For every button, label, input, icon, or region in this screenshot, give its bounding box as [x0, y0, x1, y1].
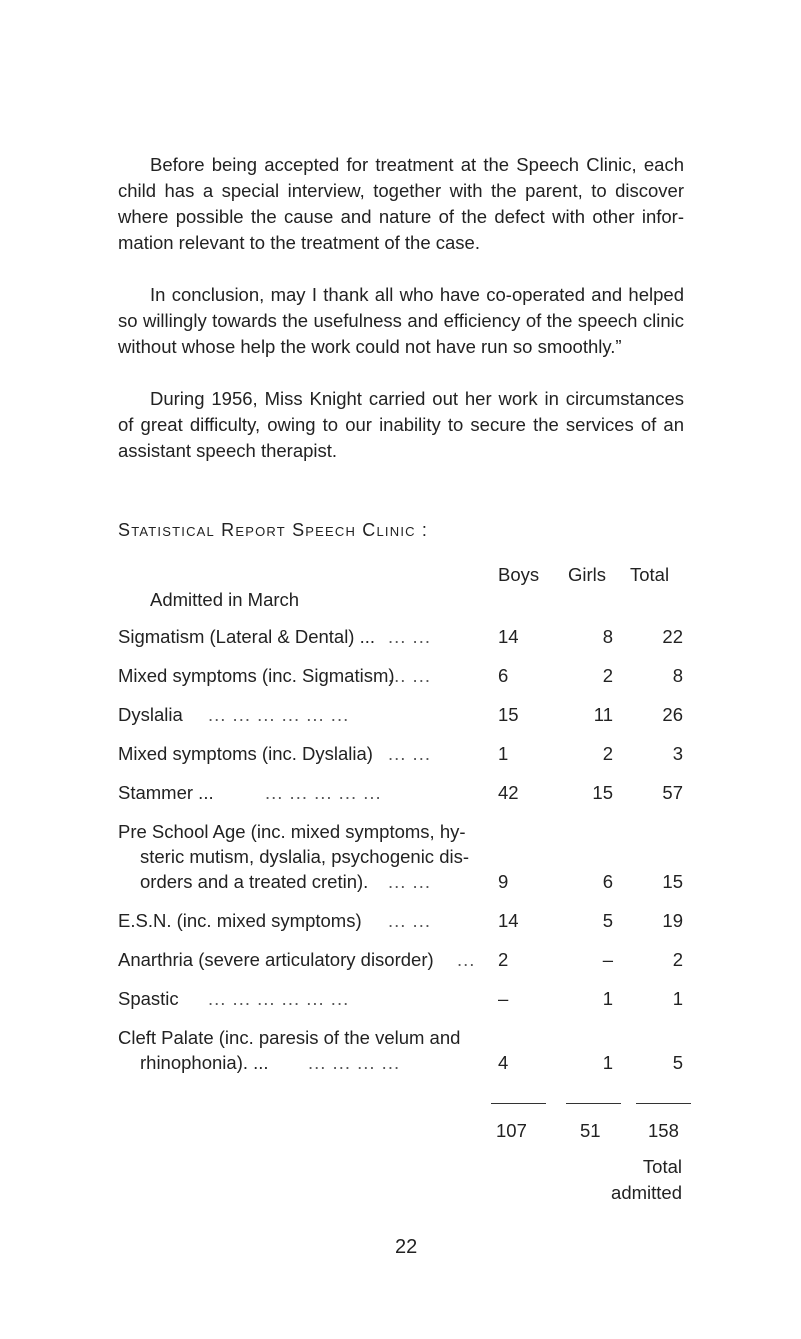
paragraph-2: In conclusion, may I thank all who have co-operated and helped so willingly towards the usefulness and efficiency of the speech clinic without whose help the work could not have run so smoothly.” — [118, 284, 684, 357]
paragraph-3: During 1956, Miss Knight carried out her work in circumstances of great difficulty, owing to our inability to secure the services of an assistant speech therapist. — [118, 388, 684, 461]
total-note-line2: admitted — [611, 1182, 682, 1203]
total-boys: 107 — [496, 1120, 527, 1141]
total-girls: 51 — [580, 1120, 601, 1141]
total-note-line1: Total — [642, 1156, 682, 1177]
column-header-girls: Girls — [568, 564, 607, 585]
total-rule-girls — [566, 1103, 621, 1104]
column-header-total: Total — [630, 564, 670, 585]
total-all: 158 — [648, 1120, 679, 1141]
section-heading: Statistical Report Speech Clinic : — [118, 520, 429, 540]
table-subheading: Admitted in March — [150, 589, 300, 610]
total-rule-total — [636, 1103, 691, 1104]
paragraph-1: Before being accepted for treatment at the Speech Clinic, each child has a special interview, together with the parent, to discover where possible the cause and nature of the defect with other infor- mation relevant to the treatment of the case. — [118, 154, 684, 253]
total-rule-boys — [491, 1103, 546, 1104]
column-header-boys: Boys — [498, 564, 540, 585]
page-number: 22 — [395, 1236, 418, 1258]
